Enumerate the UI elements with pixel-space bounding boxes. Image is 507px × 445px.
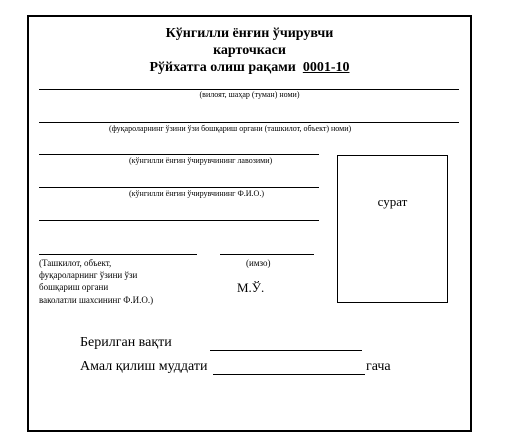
signer-caption-4: ваколатли шахсининг Ф.И.О.) — [39, 295, 154, 305]
card-title-line-2: карточкаси — [213, 43, 286, 58]
position-caption: (кўнгилли ёнғин ўчирувчининг лавозими) — [129, 156, 273, 165]
signer-name-line — [39, 254, 197, 255]
signer-caption-2: фуқароларнинг ўзини ўзи — [39, 270, 138, 280]
signature-line — [220, 254, 314, 255]
stamp-label: М.Ў. — [237, 280, 265, 295]
validity-label: Амал қилиш муддати — [80, 359, 208, 374]
fullname-line — [39, 187, 319, 188]
validity-date-line — [213, 374, 365, 375]
signature-caption: (имзо) — [246, 258, 271, 268]
signer-caption-3: бошқариш органи — [39, 282, 109, 292]
photo-label: сурат — [377, 194, 408, 209]
registration-heading — [29, 59, 470, 76]
organization-line — [39, 122, 459, 123]
region-caption: (вилоят, шаҳар (туман) номи) — [199, 90, 300, 99]
card-title-line-1: Кўнгилли ёнғин ўчирувчи — [165, 26, 334, 41]
photo-box — [337, 155, 448, 303]
registration-label: Рўйхатга олиш рақами — [149, 60, 296, 75]
volunteer-firefighter-card — [27, 15, 472, 432]
registration-number: 0001-10 — [302, 60, 350, 75]
issued-label: Берилган вақти — [80, 335, 172, 350]
extra-line — [39, 220, 319, 221]
organization-caption: (фуқароларнинг ўзини ўзи бошқариш органи (ташкилот, объект) номи) — [109, 124, 352, 133]
fullname-caption: (кўнгилли ёнғин ўчирувчининг Ф.И.О.) — [129, 189, 264, 198]
validity-suffix: гача — [366, 359, 391, 374]
signer-caption-1: (Ташкилот, объект, — [39, 258, 112, 268]
position-line — [39, 154, 319, 155]
issued-date-line — [210, 350, 362, 351]
